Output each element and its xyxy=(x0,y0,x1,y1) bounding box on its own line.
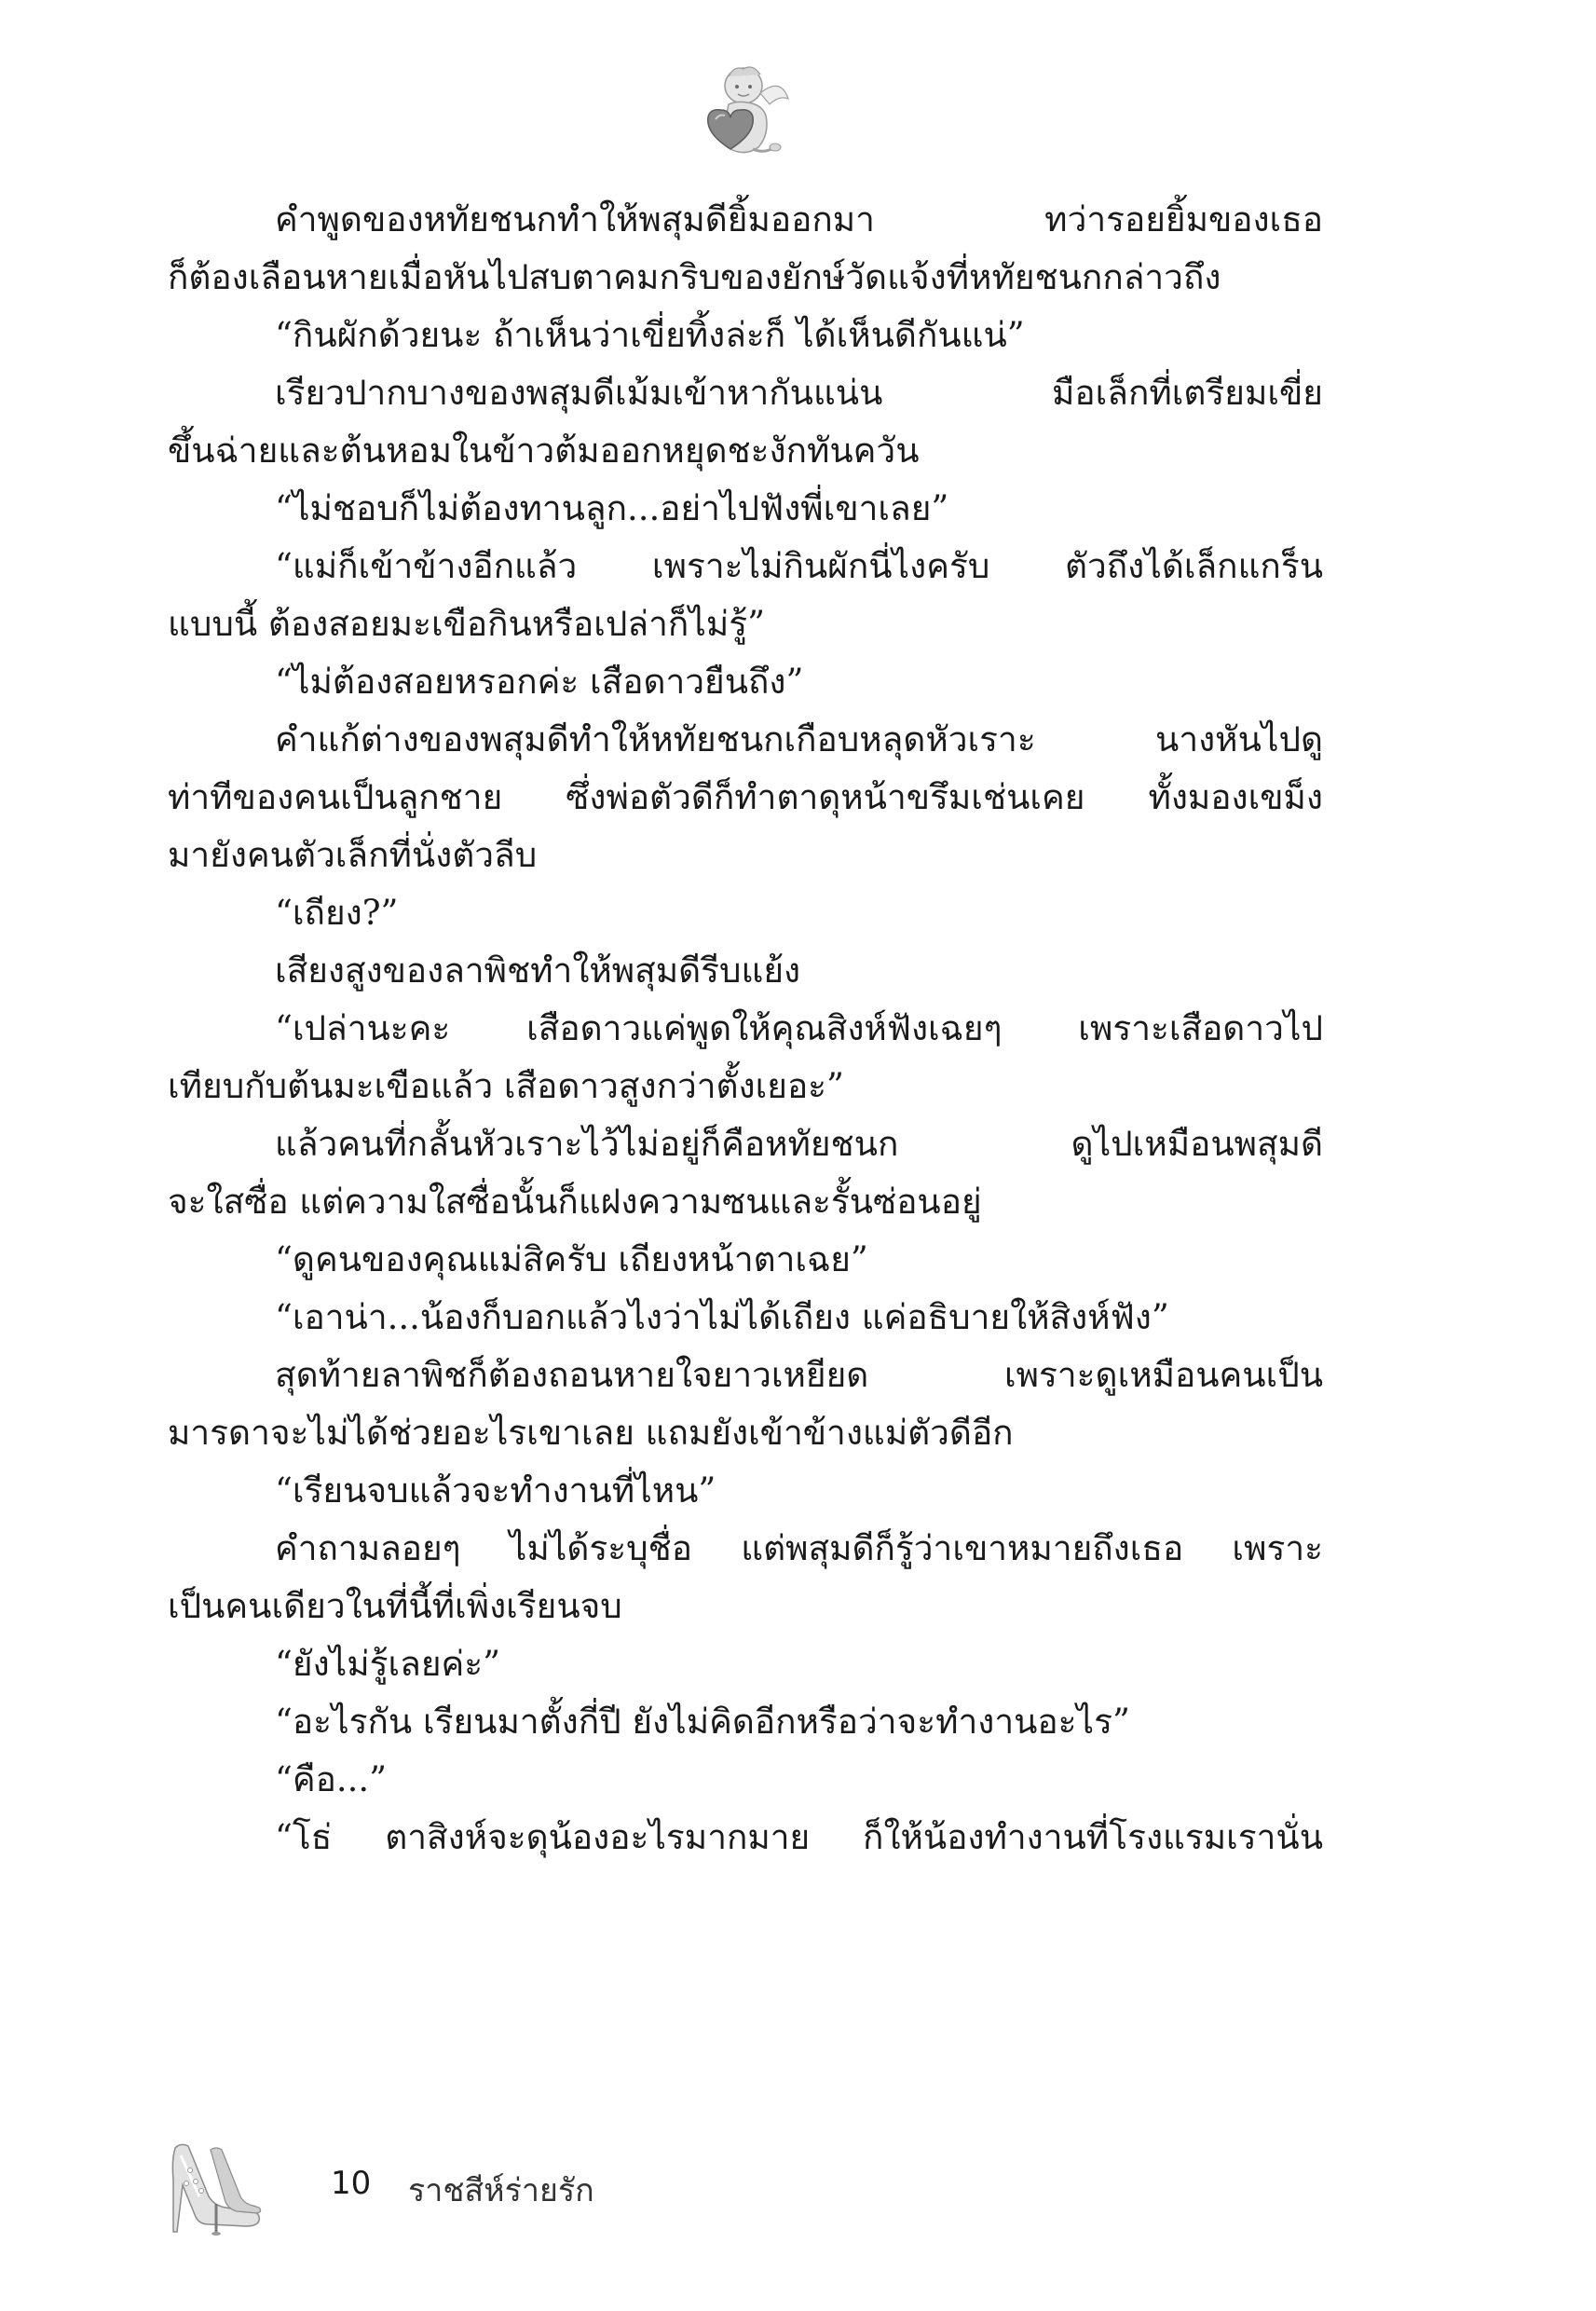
text-line: ก็ต้องเลือนหายเมื่อหันไปสบตาคมกริบของยักษ์วัดแจ้งที่หทัยชนกกล่าวถึง xyxy=(168,257,1221,297)
text-line: “ดูคนของคุณแม่สิครับ เถียงหน้าตาเฉย” xyxy=(275,1239,868,1279)
story-text xyxy=(168,191,1323,1867)
text-line: “โธ่ ตาสิงห์จะดุน้องอะไรมากมาย ก็ให้น้องทำงานที่โรงแรมเรานั่น xyxy=(275,1817,1323,1857)
text-line: “กินผักด้วยนะ ถ้าเห็นว่าเขี่ยทิ้งล่ะก็ ได้เห็นดีกันแน่” xyxy=(275,315,1025,355)
text-line: “เปล่านะคะ เสือดาวแค่พูดให้คุณสิงห์ฟังเฉยๆ เพราะเสือดาวไป xyxy=(275,1008,1323,1048)
text-line: สุดท้ายลาพิชก็ต้องถอนหายใจยาวเหยียด เพราะดูเหมือนคนเป็น xyxy=(275,1355,1323,1395)
page-footer xyxy=(158,2129,717,2241)
text-line: “อะไรกัน เรียนมาตั้งกี่ปี ยังไม่คิดอีกหรือว่าจะทำงานอะไร” xyxy=(275,1702,1130,1742)
text-line: คำแก้ต่างของพสุมดีทำให้หทัยชนกเกือบหลุดหัวเราะ นางหันไปดู xyxy=(275,719,1323,759)
text-line: เรียวปากบางของพสุมดีเม้มเข้าหากันแน่น มือเล็กที่เตรียมเขี่ย xyxy=(275,373,1323,413)
silver-high-heel-shoe-icon xyxy=(158,2129,270,2241)
text-line: แบบนี้ ต้องสอยมะเขือกินหรือเปล่าก็ไม่รู้” xyxy=(168,604,766,644)
text-line: มารดาจะไม่ได้ช่วยอะไรเขาเลย แถมยังเข้าข้างแม่ตัวดีอีก xyxy=(168,1413,1014,1453)
text-line: ขึ้นฉ่ายและต้นหอมในข้าวต้มออกหยุดชะงักทันควัน xyxy=(168,431,920,471)
text-line: “เอาน่า...น้องก็บอกแล้วไงว่าไม่ได้เถียง แค่อธิบายให้สิงห์ฟัง” xyxy=(275,1297,1169,1337)
text-line: ท่าทีของคนเป็นลูกชาย ซึ่งพ่อตัวดีก็ทำตาดุหน้าขรึมเช่นเคย ทั้งมองเขม็ง xyxy=(168,777,1323,817)
text-line: จะใสซื่อ แต่ความใสซื่อนั้นก็แฝงความซนและรั้นซ่อนอยู่ xyxy=(168,1182,982,1222)
text-line: คำพูดของหทัยชนกทำให้พสุมดียิ้มออกมา ทว่ารอยยิ้มของเธอ xyxy=(275,199,1323,239)
text-line: แล้วคนที่กลั้นหัวเราะไว้ไม่อยู่ก็คือหทัยชนก ดูไปเหมือนพสุมดี xyxy=(275,1124,1323,1164)
text-line: มายังคนตัวเล็กที่นั่งตัวลีบ xyxy=(168,835,538,875)
text-line: เทียบกับต้นมะเขือแล้ว เสือดาวสูงกว่าตั้งเยอะ” xyxy=(168,1066,844,1106)
text-line: เป็นคนเดียวในที่นี้ที่เพิ่งเรียนจบ xyxy=(168,1586,622,1626)
text-line: “แม่ก็เข้าข้างอีกแล้ว เพราะไม่กินผักนี่ไงครับ ตัวถึงได้เล็กแกร็น xyxy=(275,546,1323,586)
text-line: เสียงสูงของลาพิชทำให้พสุมดีรีบแย้ง xyxy=(275,950,801,991)
text-line: คำถามลอยๆ ไม่ได้ระบุชื่อ แต่พสุมดีก็รู้ว่าเขาหมายถึงเธอ เพราะ xyxy=(275,1528,1323,1568)
cupid-with-heart-icon xyxy=(688,56,799,168)
page-number: 10 xyxy=(331,2165,372,2202)
text-line: “ยังไม่รู้เลยค่ะ” xyxy=(275,1644,501,1684)
book-title: ราชสีห์ร่ายรัก xyxy=(408,2172,594,2209)
text-line: “ไม่ต้องสอยหรอกค่ะ เสือดาวยืนถึง” xyxy=(275,662,804,702)
text-line: “เถียง?” xyxy=(275,893,399,933)
text-line: “เรียนจบแล้วจะทำงานที่ไหน” xyxy=(275,1470,716,1511)
text-line: “คือ...” xyxy=(275,1759,388,1799)
text-line: “ไม่ชอบก็ไม่ต้องทานลูก...อย่าไปฟังพี่เขาเลย” xyxy=(275,488,949,528)
